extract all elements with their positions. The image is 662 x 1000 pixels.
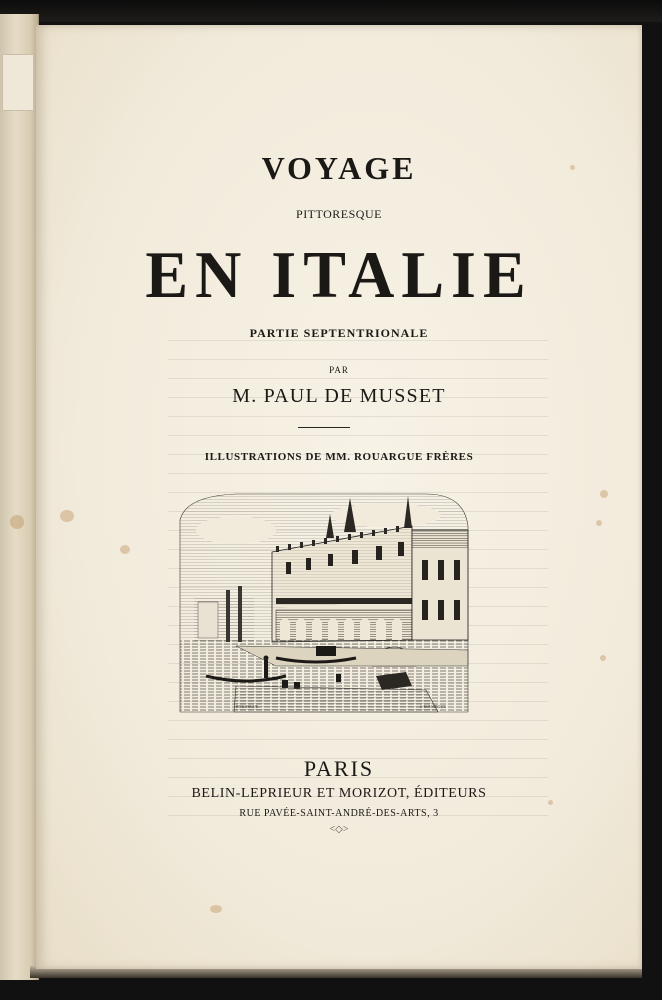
foxing-spot [210,905,222,913]
svg-text:J. ROUARGUE: J. ROUARGUE [420,704,446,709]
author-name: M. PAUL DE MUSSET [232,385,446,407]
imprint-city: PARIS [303,756,375,781]
foxing-spot [600,655,606,661]
book-cover-edge [0,0,662,22]
foxing-spot [60,510,74,522]
title-line-3: EN ITALIE [145,237,533,312]
foxing-spot [600,490,608,498]
spine-label [2,54,34,111]
by-line: PAR [329,365,349,375]
book-spine [0,14,39,980]
foxing-spot [10,515,24,529]
imprint-address: RUE PAVÉE-SAINT-ANDRÉ-DES-ARTS, 3 [239,808,439,819]
foxing-spot [596,520,602,526]
title-line-1: VOYAGE [261,150,417,186]
ornament-icon: <◇> [329,824,349,835]
foxing-spot [120,545,130,554]
title-line-2: PITTORESQUE [296,207,382,221]
svg-text:ROUARGUE: ROUARGUE [236,704,259,709]
subtitle: PARTIE SEPTENTRIONALE [249,326,429,340]
engraving-illustration [176,490,470,716]
imprint-publisher: BELIN-LEPRIEUR ET MORIZOT, ÉDITEURS [191,786,487,801]
illustrations-credit: ILLUSTRATIONS DE MM. ROUARGUE FRÈRES [204,451,474,463]
divider-rule [298,427,350,428]
